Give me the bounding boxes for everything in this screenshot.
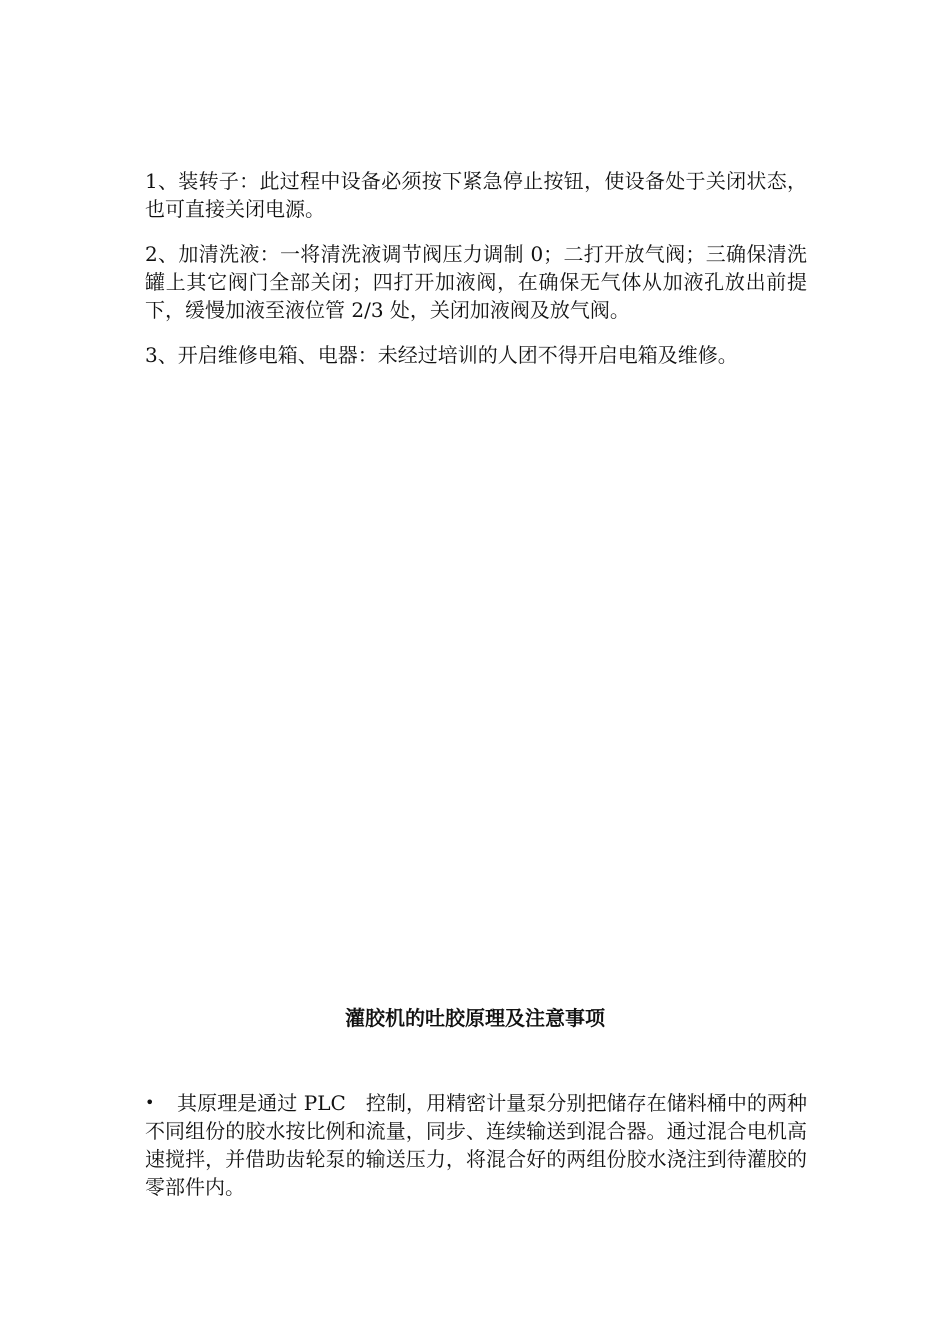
bullet-text: 其原理是通过 PLC 控制，用精密计量泵分别把储存在储料桶中的两种不同组份的胶水按比例和流量，同步、连续输送到混合器。通过混合电机高速搅拌，并借助齿轮泵的输送压力，将混合好的两组份胶水浇注到待灌胶的零部件内。 <box>145 1091 807 1199</box>
paragraph-open-electrical-box: 3、开启维修电箱、电器：未经过培训的人团不得开启电箱及维修。 <box>145 343 738 367</box>
section-heading: 灌胶机的吐胶原理及注意事项 <box>345 1006 605 1030</box>
bullet-icon: • <box>145 1093 155 1112</box>
paragraph-install-rotor: 1、装转子：此过程中设备必须按下紧急停止按钮，使设备处于关闭状态，也可直接关闭电源。 <box>145 169 807 221</box>
bullet-list-item <box>145 1089 807 1201</box>
paragraph-add-cleaning-fluid: 2、加清洗液：一将清洗液调节阀压力调制 0；二打开放气阀；三确保清洗罐上其它阀门全部关闭；四打开加液阀，在确保无气体从加液孔放出前提下，缓慢加液至液位管 2/3 处，关闭加液阀及放气阀。 <box>145 242 807 322</box>
